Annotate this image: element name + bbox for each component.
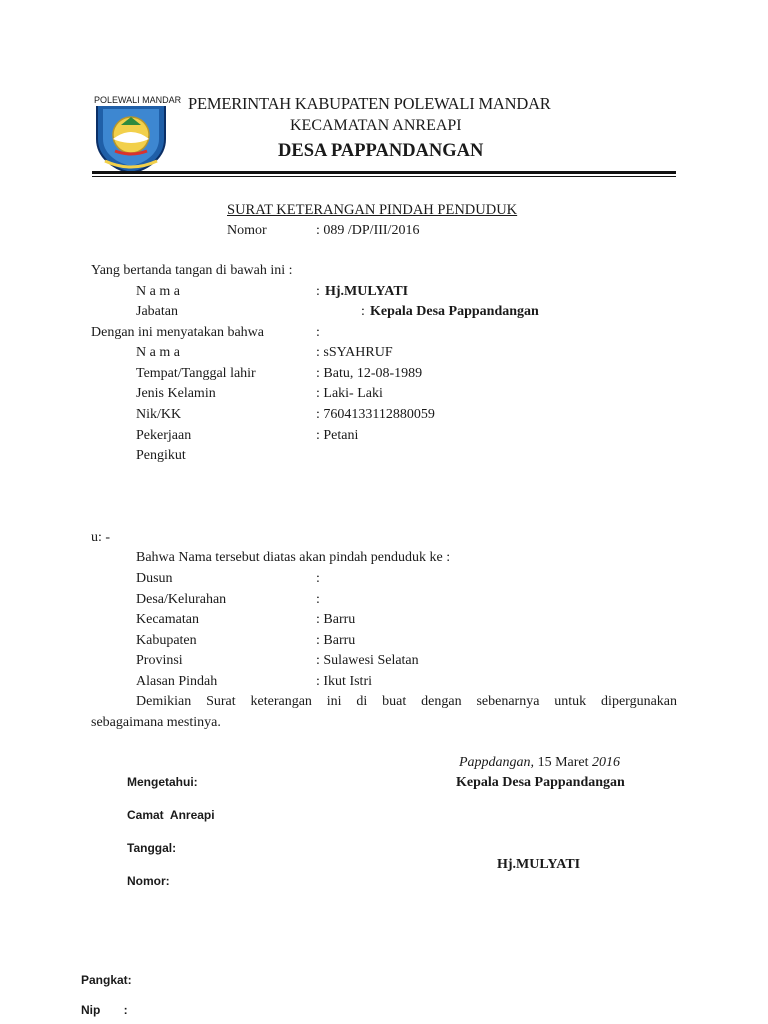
statement-colon: : <box>316 325 320 340</box>
nip-label: Nip : <box>81 1003 128 1017</box>
person-value-nama: : sSYAHRUF <box>316 345 393 360</box>
nomor-label: Nomor <box>227 223 267 238</box>
dest-label-kecamatan: Kecamatan <box>136 612 199 627</box>
intro-text: Yang bertanda tangan di bawah ini : <box>91 263 293 278</box>
dest-label-kabupaten: Kabupaten <box>136 633 197 648</box>
header-rule-thin <box>92 176 676 177</box>
misc-line: u: - <box>91 530 111 545</box>
dest-value-dusun: : <box>316 571 320 586</box>
person-value-job: : Petani <box>316 428 359 443</box>
dest-value-desa: : <box>316 592 320 607</box>
place-date <box>459 755 620 771</box>
person-label-nama: N a m a <box>136 345 180 360</box>
signer-name-colon: : <box>316 284 320 299</box>
dest-value-kecamatan: : Barru <box>316 612 356 627</box>
date-label: Tanggal: <box>127 841 177 855</box>
person-label-gender: Jenis Kelamin <box>136 386 216 401</box>
date-text: 15 Maret <box>534 755 592 770</box>
dest-label-desa: Desa/Kelurahan <box>136 592 227 607</box>
dest-label-provinsi: Provinsi <box>136 653 183 668</box>
header-rule-thick <box>92 171 676 174</box>
signer-name-label: N a m a <box>136 284 180 299</box>
signer-position-colon: : <box>361 304 365 319</box>
closing-text-line1: Demikian Surat keterangan ini di buat dengan sebenarnya untuk dipergunakan <box>136 694 677 709</box>
dest-value-kabupaten: : Barru <box>316 633 356 648</box>
year-text: 2016 <box>592 755 620 770</box>
dest-label-dusun: Dusun <box>136 571 173 586</box>
number-label: Nomor: <box>127 874 170 888</box>
person-label-job: Pekerjaan <box>136 428 192 443</box>
person-value-gender: : Laki- Laki <box>316 386 383 401</box>
person-value-nik: : 7604133112880059 <box>316 407 435 422</box>
dest-value-provinsi: : Sulawesi Selatan <box>316 653 419 668</box>
regency-emblem-logo <box>91 95 171 175</box>
closing-text-line2: sebagaimana mestinya. <box>91 715 221 730</box>
person-value-birth: : Batu, 12-08-1989 <box>316 366 423 381</box>
signature-position: Kepala Desa Pappandangan <box>456 775 625 790</box>
header-government: PEMERINTAH KABUPATEN POLEWALI MANDAR <box>188 94 551 113</box>
rank-label: Pangkat: <box>81 973 132 987</box>
header-district: KECAMATAN ANREAPI <box>290 117 462 134</box>
signature-name: Hj.MULYATI <box>497 857 581 872</box>
nomor-value: : 089 /DP/III/2016 <box>316 223 420 238</box>
place-name: Pappdangan, <box>459 755 535 770</box>
dest-value-reason: : Ikut Istri <box>316 674 372 689</box>
logo-caption: POLEWALI MANDAR <box>94 95 182 105</box>
header-village: DESA PAPPANDANGAN <box>278 141 484 161</box>
camat-label: Camat Anreapi <box>127 808 215 822</box>
statement-text: Dengan ini menyatakan bahwa <box>91 325 264 340</box>
acknowledged-label: Mengetahui: <box>127 775 198 789</box>
person-label-nik: Nik/KK <box>136 407 182 422</box>
document-title: SURAT KETERANGAN PINDAH PENDUDUK <box>227 202 518 218</box>
signer-position-label: Jabatan <box>136 304 178 319</box>
person-label-birth: Tempat/Tanggal lahir <box>136 366 256 381</box>
person-label-followers: Pengikut <box>136 448 186 463</box>
signer-position-value: Kepala Desa Pappandangan <box>370 304 539 319</box>
dest-label-reason: Alasan Pindah <box>136 674 218 689</box>
move-intro: Bahwa Nama tersebut diatas akan pindah penduduk ke : <box>136 550 451 565</box>
signer-name-value: Hj.MULYATI <box>325 284 409 299</box>
